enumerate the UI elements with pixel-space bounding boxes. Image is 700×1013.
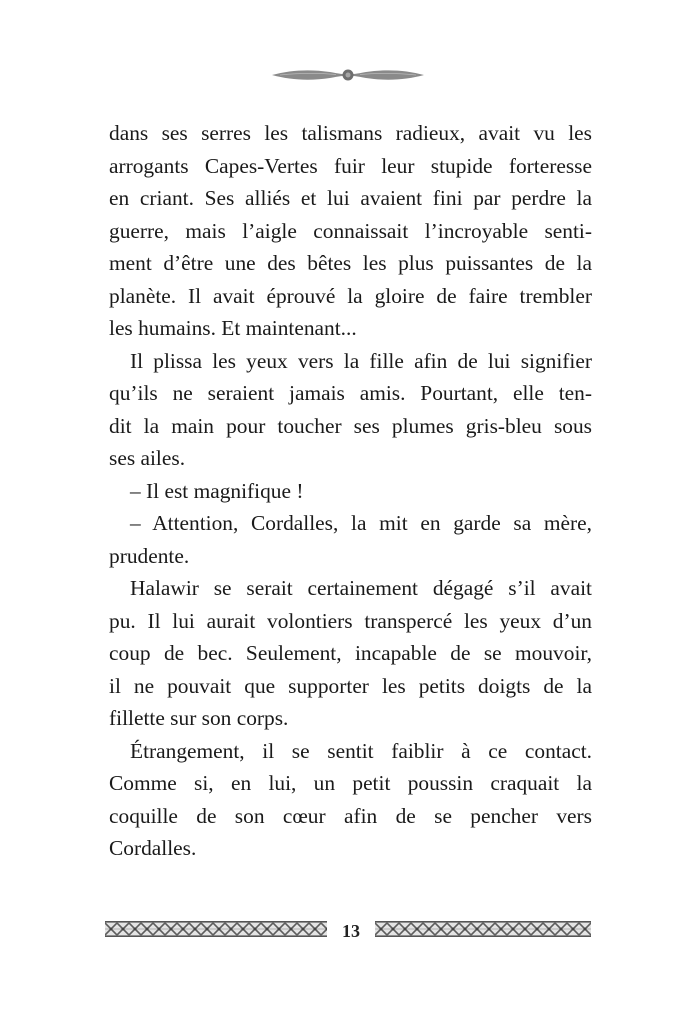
text-line: en criant. Ses alliés et lui avaient fini par perdre la (109, 186, 592, 210)
text-line: arrogants Capes-Vertes fuir leur stupide forteresse (109, 153, 592, 178)
text-line: ment d’être une des bêtes les plus puissantes de la (109, 251, 592, 275)
text-line: Halawir se serait certainement dégagé s’il avait (130, 576, 592, 600)
page-number: 13 (342, 921, 360, 941)
text-line: Étrangement, il se sentit faiblir à ce contact. (130, 738, 592, 763)
text-line: dans ses serres les talismans radieux, avait vu les (109, 121, 592, 145)
text-line: les humains. Et maintenant... (109, 316, 357, 340)
text-line: ses ailes. (109, 446, 186, 470)
text-line: – Il est magnifique ! (130, 478, 304, 503)
braided-border-left-icon (105, 921, 327, 937)
text-line: coup de bec. Seulement, incapable de se mouvoir, (109, 641, 592, 665)
text-line: il ne pouvait que supporter les petits doigts de la (109, 673, 592, 698)
body-text (109, 117, 592, 865)
text-line: Cordalles. (109, 836, 197, 860)
text-line: fillette sur son corps. (109, 706, 289, 730)
text-line: pu. Il lui aurait volontiers transpercé les yeux d’un (109, 608, 592, 633)
text-line: prudente. (109, 543, 190, 568)
page-footer (0, 918, 700, 944)
text-line: dit la main pour toucher ses plumes gris-bleu sous (109, 413, 592, 438)
text-line: qu’ils ne seraient jamais amis. Pourtant, elle ten- (109, 381, 592, 405)
text-line: – Attention, Cordalles, la mit en garde sa mère, (130, 511, 592, 535)
text-line: planète. Il avait éprouvé la gloire de faire trembler (109, 283, 592, 308)
braided-border-right-icon (375, 921, 591, 937)
text-line: Comme si, en lui, un petit poussin craquait la (109, 771, 592, 795)
top-divider-ornament-icon (270, 64, 426, 86)
text-line: coquille de son cœur afin de se pencher vers (109, 803, 592, 828)
text-line: Il plissa les yeux vers la fille afin de lui signifier (130, 348, 592, 373)
text-line: guerre, mais l’aigle connaissait l’incroyable senti- (109, 218, 592, 243)
